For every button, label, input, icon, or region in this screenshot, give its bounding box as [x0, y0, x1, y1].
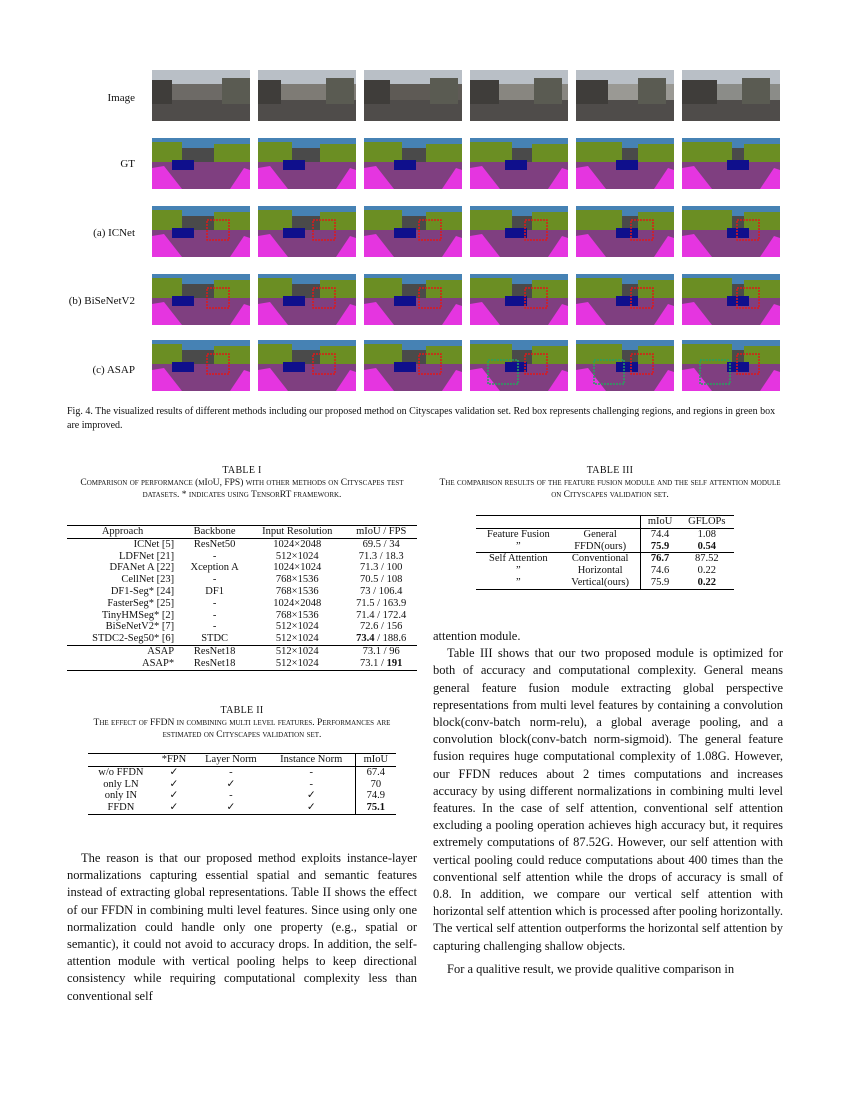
right-paragraph-0: attention module.: [433, 629, 521, 643]
table2-row: [88, 790, 396, 802]
table3-header: GFLOPs: [680, 516, 734, 529]
street-photo: [470, 70, 568, 121]
segmentation-map: [470, 206, 568, 257]
table3-cell: 0.54: [697, 540, 716, 552]
segmentation-map: [152, 340, 250, 391]
segmentation-drawing: [258, 206, 356, 257]
table1-row: [67, 586, 417, 598]
table1-cell: STDC2-Seg50* [6]: [92, 633, 175, 645]
table2-row: [88, 802, 396, 814]
table1-header: Approach: [67, 526, 180, 539]
table2-cell: ✓: [169, 790, 179, 802]
table2-heading: [67, 705, 417, 741]
table3-cell: 74.4: [650, 528, 670, 540]
table2-header: mIoU: [355, 754, 396, 767]
table3-cell: Feature Fusion: [487, 528, 550, 540]
table1-cell: 512×1024: [275, 621, 319, 633]
segmentation-drawing: [364, 274, 462, 325]
segmentation-map: [470, 340, 568, 391]
segmentation-drawing: [470, 274, 568, 325]
segmentation-drawing: [682, 340, 780, 391]
left-column-text: [67, 850, 417, 1005]
table1-row: [67, 658, 417, 670]
table2-cell: FFDN: [107, 802, 135, 814]
table3-cell: ”: [516, 565, 521, 577]
row-label-gt: GT: [120, 158, 135, 170]
table1-title: Comparison of performance (mIoU, FPS) with other methods on Cityscapes test datasets. * indicates using TensorRT framework.: [80, 478, 404, 500]
table2-row: [88, 766, 396, 778]
table3-title: The comparison results of the feature fusion module and the self attention module on Cityscapes validation set.: [439, 478, 781, 500]
segmentation-drawing: [364, 138, 462, 189]
segmentation-map: [258, 274, 356, 325]
figure-4: [0, 0, 850, 400]
segmentation-map: [682, 206, 780, 257]
table1-header: Input Resolution: [249, 526, 345, 539]
table3-row: [476, 528, 734, 540]
table2-cell: -: [268, 779, 355, 791]
table3-cell: 0.22: [697, 576, 716, 588]
table3-heading: [435, 465, 785, 501]
table2-row: [88, 779, 396, 791]
table3-cell: Self Attention: [489, 553, 548, 565]
segmentation-map: [682, 138, 780, 189]
table1-cell: -: [212, 574, 217, 586]
table1-cell: [345, 633, 417, 645]
table2-title: The effect of FFDN in combining multi level features. Performances are estimated on Cityscapes validation set.: [93, 718, 391, 740]
table2-cell: only IN: [104, 790, 138, 802]
segmentation-drawing: [258, 138, 356, 189]
right-column-text: [433, 628, 783, 978]
table3-number: TABLE III: [586, 465, 634, 476]
table2-cell: 74.9: [366, 790, 385, 802]
table2-cell: -: [229, 766, 233, 778]
table1-cell-part: 191: [386, 657, 403, 669]
segmentation-drawing: [576, 340, 674, 391]
segmentation-drawing: [152, 274, 250, 325]
table1-row: [67, 610, 417, 622]
segmentation-map: [576, 274, 674, 325]
segmentation-map: [470, 274, 568, 325]
table2-cell: -: [229, 790, 233, 802]
table1-cell-part: / 188.6: [374, 633, 407, 645]
table1-cell: 512×1024: [275, 657, 319, 669]
segmentation-drawing: [364, 206, 462, 257]
table1-cell: 768×1536: [275, 585, 319, 597]
table3-cell: 87.52: [694, 553, 719, 565]
table1-row: [67, 562, 417, 574]
row-label-icnet: (a) ICNet: [93, 227, 135, 239]
table2-header: [88, 754, 154, 767]
table1-cell: ASAP: [147, 645, 175, 657]
segmentation-drawing: [152, 340, 250, 391]
table3-cell: Horizontal: [561, 565, 640, 577]
segmentation-drawing: [576, 138, 674, 189]
photo-thumbnail: [364, 70, 462, 121]
table1-header: Backbone: [180, 526, 249, 539]
table1-cell: 69.5 / 34: [362, 538, 400, 550]
segmentation-map: [258, 138, 356, 189]
table3-cell: 1.08: [697, 528, 716, 540]
table3-cell: 74.6: [650, 565, 670, 577]
segmentation-drawing: [258, 340, 356, 391]
row-label-image: Image: [107, 92, 135, 104]
table1-cell: 512×1024: [275, 550, 319, 562]
table2-cell: 70: [370, 778, 382, 790]
segmentation-map: [576, 138, 674, 189]
street-photo: [258, 70, 356, 121]
table2: [88, 753, 396, 815]
table3-cell: 75.9: [650, 576, 670, 588]
table1-cell: 512×1024: [275, 633, 319, 645]
table3-cell: 75.9: [650, 540, 670, 552]
table1-header: mIoU / FPS: [345, 526, 417, 539]
table2-cell: ✓: [169, 778, 179, 790]
table1-cell: -: [212, 609, 217, 621]
table1-cell: 71.4 / 172.4: [356, 609, 407, 621]
segmentation-map: [152, 206, 250, 257]
table3-row: [476, 565, 734, 577]
table3-cell: Vertical(ours): [561, 577, 640, 589]
table3-header: [561, 516, 640, 529]
table1-cell: 768×1536: [275, 609, 319, 621]
table3-cell: 0.22: [697, 565, 716, 577]
table1-cell: ResNet18: [193, 645, 236, 657]
table2-header: Instance Norm: [268, 754, 355, 767]
table3-header: [476, 516, 561, 529]
table1-cell: -: [212, 550, 217, 562]
table3-row: [476, 553, 734, 565]
right-paragraph-2: For a qualitive result, we provide qualitive comparison in: [447, 961, 735, 976]
photo-thumbnail: [152, 70, 250, 121]
table1-cell: LDFNet [21]: [118, 550, 175, 562]
table3-cell: General: [561, 528, 640, 540]
table1-cell: DFANet A [22]: [109, 562, 175, 574]
table1-cell-part: 73.4: [356, 633, 375, 645]
segmentation-map: [152, 138, 250, 189]
table1-cell: BiSeNetV2* [7]: [105, 621, 175, 633]
segmentation-map: [364, 138, 462, 189]
table1-cell: TinyHMSeg* [2]: [101, 609, 175, 621]
table3-cell: FFDN(ours): [561, 541, 640, 553]
segmentation-drawing: [470, 340, 568, 391]
table3-row: [476, 577, 734, 589]
table3-header: mIoU: [640, 516, 680, 529]
table1-cell: ResNet50: [193, 538, 236, 550]
table2-cell: ✓: [226, 802, 236, 814]
segmentation-map: [470, 138, 568, 189]
table2-cell: -: [268, 766, 355, 778]
table1-cell: 1024×2048: [273, 597, 322, 609]
table2-number: TABLE II: [220, 705, 264, 716]
table2-cell: ✓: [268, 790, 355, 802]
segmentation-drawing: [682, 138, 780, 189]
segmentation-map: [152, 274, 250, 325]
table3-cell: Conventional: [561, 553, 640, 565]
table1-cell: 72.6 / 156: [360, 621, 403, 633]
table1-cell: [345, 658, 417, 670]
segmentation-map: [682, 340, 780, 391]
segmentation-drawing: [682, 274, 780, 325]
segmentation-drawing: [682, 206, 780, 257]
table1-row: [67, 551, 417, 563]
table1-cell: 73 / 106.4: [360, 585, 403, 597]
segmentation-map: [576, 206, 674, 257]
table1-number: TABLE I: [222, 465, 262, 476]
table3-cell: ”: [516, 540, 521, 552]
table1-row: [67, 598, 417, 610]
table2-cell: ✓: [268, 802, 355, 814]
table1-row: [67, 621, 417, 633]
table1-cell: -: [212, 597, 217, 609]
segmentation-drawing: [152, 138, 250, 189]
segmentation-map: [364, 206, 462, 257]
street-photo: [152, 70, 250, 121]
segmentation-drawing: [152, 206, 250, 257]
table1-cell: DF1: [205, 585, 224, 597]
table2-cell: 75.1: [366, 802, 385, 814]
street-photo: [682, 70, 780, 121]
table1-cell: 768×1536: [275, 574, 319, 586]
table1-row: [67, 538, 417, 550]
table1-cell: 1024×1024: [273, 562, 322, 574]
table1-cell: ResNet18: [193, 657, 236, 669]
table1-heading: [67, 465, 417, 501]
table1-cell: -: [212, 621, 217, 633]
table2-header: *FPN: [154, 754, 194, 767]
photo-thumbnail: [258, 70, 356, 121]
table1-cell: ICNet [5]: [133, 538, 175, 550]
table1: [67, 525, 417, 671]
segmentation-map: [364, 340, 462, 391]
table2-cell: only LN: [103, 778, 139, 790]
table1-cell: Xception A: [190, 562, 239, 574]
table1-cell: 71.3 / 100: [360, 562, 403, 574]
table1-cell: 1024×2048: [273, 538, 322, 550]
table1-row: [67, 645, 417, 657]
table1-cell-part: 73.1 /: [360, 657, 387, 669]
segmentation-drawing: [364, 340, 462, 391]
table2-cell: ✓: [169, 766, 179, 778]
segmentation-map: [682, 274, 780, 325]
table1-cell: DF1-Seg* [24]: [110, 585, 175, 597]
table1-cell: STDC: [201, 633, 229, 645]
table2-cell: 67.4: [366, 766, 385, 778]
table1-cell: 71.5 / 163.9: [356, 597, 407, 609]
table2-cell: ✓: [169, 802, 179, 814]
segmentation-drawing: [576, 206, 674, 257]
segmentation-drawing: [258, 274, 356, 325]
segmentation-drawing: [576, 274, 674, 325]
street-photo: [364, 70, 462, 121]
right-paragraph-1: Table III shows that our two proposed module is optimized for both of accuracy and computational complexity. General means general feature fusion module extracting global perspective representations from multi level features by containing a convolution block(conv-batch norm-relu), a global average pooling, and a convolution block(conv-batch norm-sigmoid). The general feature fusion requires huge computational complexity of 1.08G. However, our FFDN reduces about 2 times computations and increases accuracy by using different normalizations in combining multi level features. In the case of self attention, conventional self attention excluding a pooling operation achieves high accuracy but, it requires extremely computations of 87.52G. However, our self attention with vertical pooling could reduce computations about 400 times than the conventional self attention while the drops of accuracy is small of 0.8. In addition, we compare our vertical self attention with horizontal self attention which is processed after pooling horizontally. The vertical self attention outperforms the horizontal self attention by capturing challenging shallow objects.: [433, 646, 783, 953]
table1-cell: 70.5 / 108: [360, 574, 403, 586]
table1-cell: 71.3 / 18.3: [358, 550, 404, 562]
table2-cell: ✓: [226, 778, 236, 790]
table3-row: [476, 541, 734, 553]
table1-cell: FasterSeg* [25]: [107, 597, 175, 609]
segmentation-drawing: [470, 206, 568, 257]
table1-row: [67, 574, 417, 586]
row-label-asap: (c) ASAP: [92, 364, 135, 376]
table1-cell: 512×1024: [275, 645, 319, 657]
segmentation-map: [258, 206, 356, 257]
photo-thumbnail: [470, 70, 568, 121]
table3-cell: 76.7: [650, 553, 670, 565]
photo-thumbnail: [682, 70, 780, 121]
table2-header: Layer Norm: [194, 754, 268, 767]
table1-cell: CellNet [23]: [121, 574, 175, 586]
figure-caption: Fig. 4. The visualized results of different methods including our proposed method on Cityscapes validation set. Red box represents challenging regions, and regions in green box are improved.: [67, 406, 776, 431]
segmentation-drawing: [470, 138, 568, 189]
table2-cell: w/o FFDN: [98, 766, 144, 778]
street-photo: [576, 70, 674, 121]
segmentation-map: [576, 340, 674, 391]
table3: [476, 515, 734, 590]
table1-cell: ASAP*: [142, 657, 175, 669]
table3-cell: ”: [516, 576, 521, 588]
row-label-bisenetv2: (b) BiSeNetV2: [68, 295, 135, 307]
left-paragraph: The reason is that our proposed method exploits instance-layer normalizations capturing essential spatial and semantic features instead of extracting global representations. Table II shows the effect of our FFDN in combining multi level features. Since using only one normalization could handle only one property (e.g., spatial or semantic), it could not avoid to accuracy drops. In addition, the self-attention module with vertical pooling helps to keep directional consistency while requiring computational complexity less than conventional self: [67, 851, 417, 1003]
photo-thumbnail: [576, 70, 674, 121]
table1-row: [67, 633, 417, 645]
segmentation-map: [258, 340, 356, 391]
segmentation-map: [364, 274, 462, 325]
table1-cell: 73.1 / 96: [362, 645, 400, 657]
